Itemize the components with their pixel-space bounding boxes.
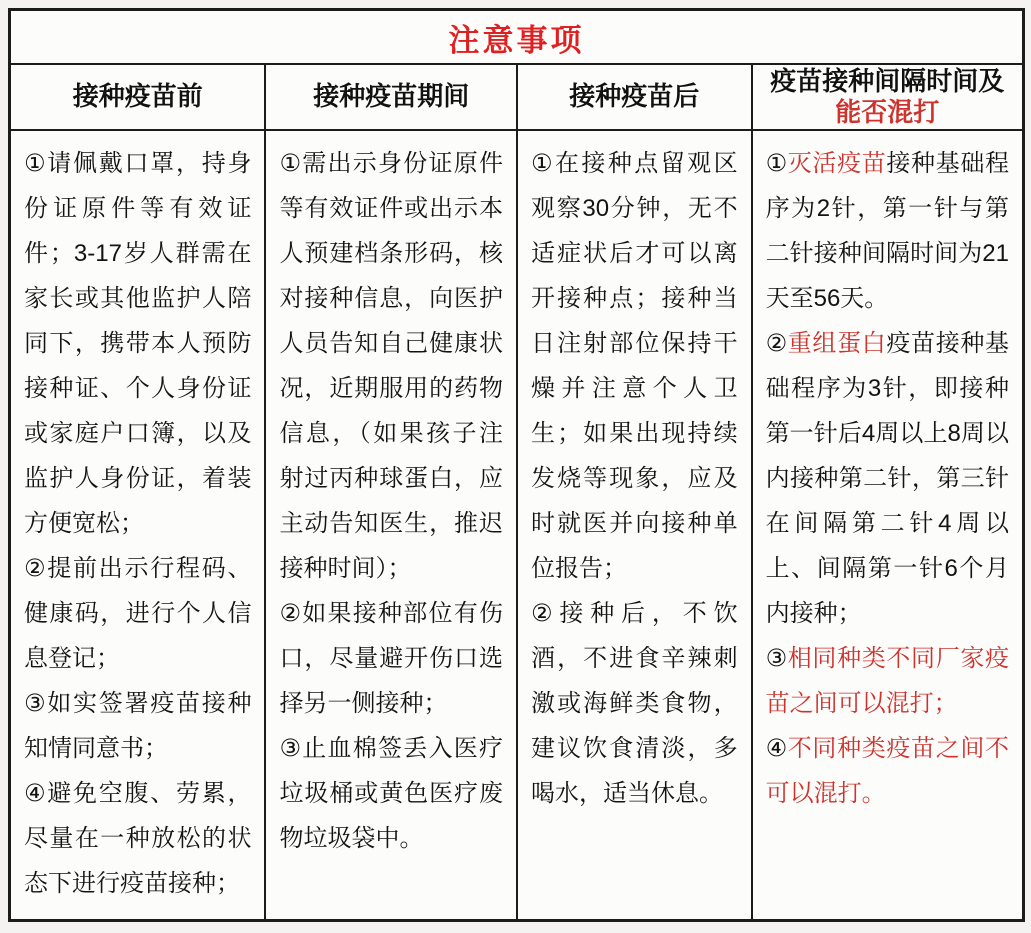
body-text: ③止血棉签丢入医疗垃圾桶或黄色医疗废物垃圾袋中。: [279, 735, 503, 852]
body-text: ③: [765, 645, 788, 672]
notice-item: [531, 141, 738, 591]
body-text: ①需出示身份证原件等有效证件或出示本人预建档条形码，核对接种信息，向医护人员告知自己健康状况，近期服用的药物信息，（如果孩子注射过丙种球蛋白，应主动告知医生，推迟接种时间）；: [279, 150, 503, 582]
body-text: ②如果接种部位有伤口，尽量避开伤口选择另一侧接种；: [279, 600, 503, 717]
body-text: 接种基础程序为2针，第一针与第二针接种间隔时间为21天至56天。: [765, 150, 1010, 312]
column-header-text: 接种疫苗后: [569, 81, 700, 112]
column-header-2: [264, 65, 516, 131]
body-text: ①请佩戴口罩，持身份证原件等有效证件；3-17岁人群需在家长或其他监护人陪同下，携带本人预防接种证、个人身份证或家庭户口簿，以及监护人身份证，着装方便宽松；: [24, 150, 252, 537]
body-text: ③如实签署疫苗接种知情同意书；: [24, 690, 252, 762]
notice-item: [24, 681, 251, 771]
notice-table: [8, 8, 1025, 922]
column-header-1: [11, 65, 264, 131]
notice-item: [766, 141, 1009, 321]
notice-item: [766, 636, 1009, 726]
notice-item: [766, 321, 1009, 636]
body-text: ①在接种点留观区观察30分钟，无不适症状后才可以离开接种点；接种当日注射部位保持干燥并注意个人卫生；如果出现持续发烧等现象，应及时就医并向接种单位报告；: [531, 150, 738, 582]
body-text: ②: [765, 330, 788, 357]
body-cell-2: [264, 131, 516, 919]
column-header-text: 能否混打: [835, 97, 940, 127]
highlighted-text: 重组蛋白: [787, 330, 887, 357]
body-cell-3: [516, 131, 751, 919]
notice-item: [531, 591, 738, 816]
page-title: 注意事项: [11, 11, 1022, 65]
body-text: ②提前出示行程码、健康码，进行个人信息登记；: [24, 555, 252, 672]
notice-item: [24, 141, 251, 546]
body-cell-1: [11, 131, 264, 919]
body-text: ①: [765, 150, 788, 177]
notice-item: [766, 726, 1009, 816]
notice-item: [24, 546, 251, 681]
notice-item: [279, 141, 503, 591]
notice-item: [24, 771, 251, 906]
body-text: ④: [765, 735, 788, 762]
column-header-4: [751, 65, 1022, 131]
body-text: ④避免空腹、劳累，尽量在一种放松的状态下进行疫苗接种；: [24, 780, 252, 897]
body-text: ②接种后，不饮酒，不进食辛辣刺激或海鲜类食物，建议饮食清淡，多喝水，适当休息。: [531, 600, 738, 807]
column-header-text: 疫苗接种间隔时间及: [770, 65, 1005, 96]
highlighted-text: 相同种类不同厂家疫苗之间可以混打；: [765, 645, 1010, 717]
column-header-text: 接种疫苗期间: [313, 81, 470, 112]
body-cell-4: [751, 131, 1022, 919]
highlighted-text: 不同种类疫苗之间不可以混打。: [765, 735, 1010, 807]
highlighted-text: 灭活疫苗: [787, 150, 887, 177]
notice-item: [279, 726, 503, 861]
column-header-text: 接种疫苗前: [72, 81, 203, 112]
column-header-3: [516, 65, 751, 131]
body-text: 疫苗接种基础程序为3针，即接种第一针后4周以上8周以内接种第二针，第三针在间隔第二针4周以上、间隔第一针6个月内接种；: [765, 330, 1010, 627]
notice-item: [279, 591, 503, 726]
